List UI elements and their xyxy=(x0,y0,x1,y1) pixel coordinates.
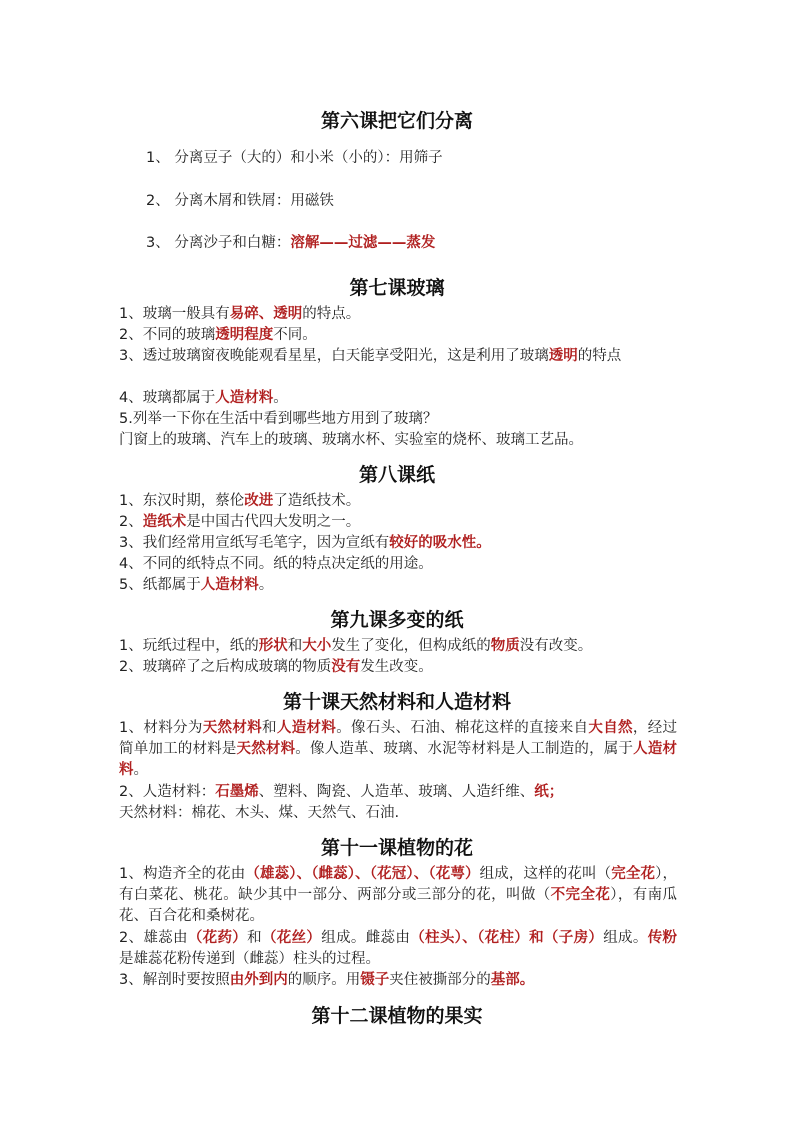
lesson-8-item-5: 5、纸都属于人造材料。 xyxy=(119,577,274,593)
lesson-10-title: 第十课天然材料和人造材料 xyxy=(282,691,511,713)
lesson-7-item-1: 1、玻璃一般具有易碎、透明的特点。 xyxy=(119,306,361,322)
lesson-7-item-6: 门窗上的玻璃、汽车上的玻璃、玻璃水杯、实验室的烧杯、玻璃工艺品。 xyxy=(119,432,583,448)
lesson-7-item-4: 4、玻璃都属于人造材料。 xyxy=(119,390,288,406)
lesson-10-item-3: 天然材料：棉花、木头、煤、天然气、石油. xyxy=(119,805,400,821)
lesson-9-item-2: 2、玻璃碎了之后构成玻璃的物质没有发生改变。 xyxy=(119,659,433,675)
lesson-6-title: 第六课把它们分离 xyxy=(320,110,473,132)
lesson-6-item-3: 3、 分离沙子和白糖：溶解——过滤——蒸发 xyxy=(146,235,436,251)
lesson-8-title: 第八课纸 xyxy=(358,464,435,486)
lesson-6-item-2: 2、 分离木屑和铁屑：用磁铁 xyxy=(146,193,334,209)
lesson-7-title: 第七课玻璃 xyxy=(349,277,445,299)
lesson-6-item-1: 1、 分离豆子（大的）和小米（小的）：用筛子 xyxy=(146,150,443,166)
lesson-8-item-4: 4、不同的纸特点不同。纸的特点决定纸的用途。 xyxy=(119,556,433,572)
lesson-11-item-2: 2、雄蕊由（花药）和（花丝）组成。雌蕊由（柱头）、（花柱）和（子房）组成。传粉是雄蕊花粉传递到（雌蕊）柱头的过程。 xyxy=(119,930,678,967)
lesson-11-title: 第十一课植物的花 xyxy=(320,837,473,859)
lesson-8-item-3: 3、我们经常用宣纸写毛笔字，因为宣纸有较好的吸水性。 xyxy=(119,535,491,551)
lesson-12-title: 第十二课植物的果实 xyxy=(311,1005,483,1027)
lesson-11-item-1: 1、构造齐全的花由（雄蕊）、（雌蕊）、（花冠）、（花萼）组成，这样的花叫（完全花），有白菜花、桃花。缺少其中一部分、两部分或三部分的花，叫做（不完全花），有南瓜花、百合花和桑树花。 xyxy=(119,866,678,924)
lesson-8-item-2: 2、造纸术是中国古代四大发明之一。 xyxy=(119,514,361,530)
lesson-8-item-1: 1、东汉时期，蔡伦改进了造纸技术。 xyxy=(119,493,361,509)
lesson-7-item-3: 3、透过玻璃窗夜晚能观看星星，白天能享受阳光，这是利用了玻璃透明的特点 xyxy=(119,348,622,364)
lesson-9-item-1: 1、玩纸过程中，纸的形状和大小发生了变化，但构成纸的物质没有改变。 xyxy=(119,638,593,654)
lesson-7-item-2: 2、不同的玻璃透明程度不同。 xyxy=(119,327,317,343)
lesson-10-item-2: 2、人造材料：石墨烯、塑料、陶瓷、人造革、玻璃、人造纤维、纸； xyxy=(119,784,564,800)
lesson-11-item-3: 3、解剖时要按照由外到内的顺序。用镊子夹住被撕部分的基部。 xyxy=(119,972,535,988)
lesson-7-item-5: 5.列举一下你在生活中看到哪些地方用到了玻璃？ xyxy=(119,411,438,427)
lesson-10-item-1: 1、材料分为天然材料和人造材料。像石头、石油、棉花这样的直接来自大自然，经过简单加工的材料是天然材料。像人造革、玻璃、水泥等材料是人工制造的，属于人造材料。 xyxy=(119,720,678,778)
lesson-9-title: 第九课多变的纸 xyxy=(330,609,464,631)
